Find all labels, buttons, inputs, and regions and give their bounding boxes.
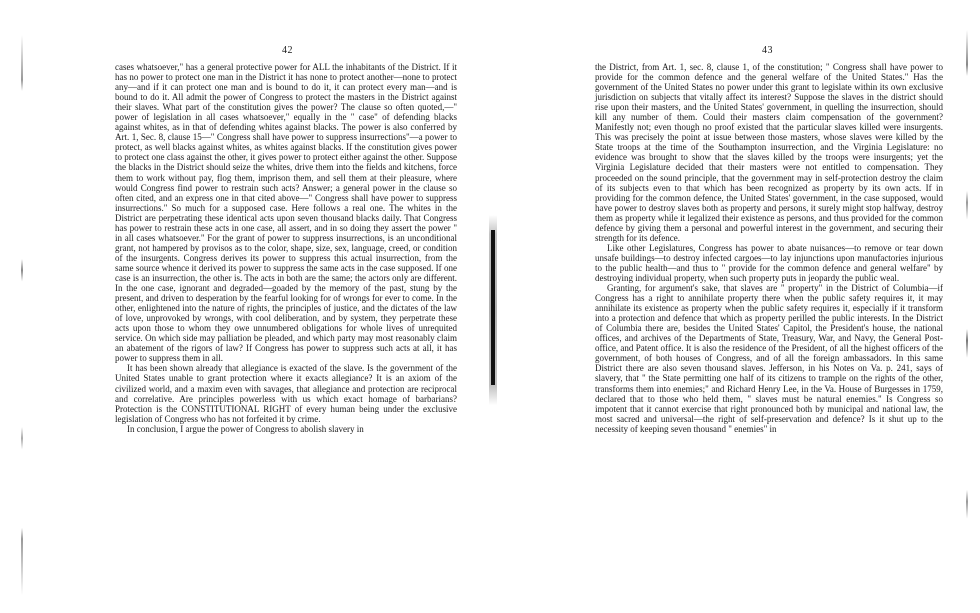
right-paragraph-3: Granting, for argument's sake, that slaves are " property" in the District of Columbia—if Congress has a right to annihilate property there when the public safety requires it, it may annihilate its existence as property when the public safety requires it, especially if it transform into a protection and defence that which as property perilled the public interests. In the District of Columbia there are, besides the United States' Capitol, the President's house, the national offices, and archives of the Departments of State, Treasury, War, and Navy, the General Post-office, and Patent office. It is also the residence of the President, of all the highest officers of the government, of both houses of Congress, and of all the foreign ambassadors. In this same District there are also seven thousand slaves. Jefferson, in his Notes on Va. p. 241, says of slavery, that " the State permitting one half of its citizens to trample on the rights of the other, transforms them into enemies;" and Richard Henry Lee, in the Va. House of Burgesses in 1759, declared that to those who held them, " slaves must be natural enemies." Is Congress so impotent that it cannot exercise that right pronounced both by municipal and national law, the most sacred and universal—the right of self-preservation and defence? Is it shut up to the necessity of keeping seven thousand " enemies" in xyxy=(595,283,943,434)
left-paragraph-2: It has been shown already that allegiance is exacted of the slave. Is the government of the United States unable to grant protection where it exacts allegiance? It is an axiom of the civilized world, and a maxim even with savages, that allegiance and protection are reciprocal and correlative. Are principles powerless with us which exact homage of barbarians? Protection is the CONSTITUTIONAL RIGHT of every human being under the exclusive legislation of Congress who has not forfeited it by crime. xyxy=(115,363,457,424)
left-page-body xyxy=(115,62,457,434)
left-paragraph-3: In conclusion, I argue the power of Congress to abolish slavery in xyxy=(127,423,364,434)
right-paragraph-1: the District, from Art. 1, sec. 8, clause 1, of the constitution; " Congress shall have power to provide for the common defence and the general welfare of the United States." Has the government of the United States no power under this grant to legislate within its own exclusive jurisdiction on subjects that vitally affect its interest? Suppose the slaves in the district should rise upon their masters, and the United States' government, in quelling the insurrection, should kill any number of them. Could their masters claim compensation of the government? Manifestly not; even though no proof existed that the particular slaves killed were insurgents. This was precisely the point at issue between those masters, whose slaves were killed by the State troops at the time of the Southampton insurrection, and the Virginia Legislature: no evidence was brought to show that the slaves killed by the troops were insurgents; yet the Virginia Legislature decided that their masters were not entitled to compensation. They proceeded on the sound principle, that the government may in self-protection destroy the claim of its subjects even to that which has been recognized as property by its own acts. If in providing for the common defence, the United States' government, in the case supposed, would have power to destroy slaves both as property and persons, it surely might stop halfway, destroy them as property while it legalized their existence as persons, and thus provided for the common defence by giving them a personal and powerful interest in the government, and securing their strength for its defence. xyxy=(595,62,943,243)
scan-edge-right xyxy=(966,30,968,605)
page-number-left: 42 xyxy=(282,45,293,56)
right-page xyxy=(490,0,980,613)
page-number-right: 43 xyxy=(762,45,773,56)
right-paragraph-2: Like other Legislatures, Congress has power to abate nuisances—to remove or tear down unsafe buildings—to destroy infected cargoes—to lay injunctions upon manufactories injurious to the public health—and thus to " provide for the common defence and general welfare" by destroying individual property, when such property puts in jeopardy the public weal. xyxy=(595,242,943,283)
left-paragraph-1: cases whatsoever," has a general protective power for ALL the inhabitants of the District. If it has no power to protect one man in the District it has none to protect another—none to protect any—and if it can protect one man and is bound to do it, it can protect every man—and is bound to do it. All admit the power of Congress to protect the masters in the District against their slaves. What part of the constitution gives the power? The clause so often quoted,—" power of legislation in all cases whatsoever," equally in the " case" of defending blacks against whites, as in that of defending whites against blacks. The power is also conferred by Art. 1, Sec. 8, clause 15—" Congress shall have power to suppress insurrections"—a power to protect, as well blacks against whites, as whites against blacks. If the constitution gives power to protect one class against the other, it gives power to protect either against the other. Suppose the blacks in the District should seize the whites, drive them into the fields and kitchens, force them to work without pay, flog them, imprison them, and sell them at their pleasure, where would Congress find power to restrain such acts? Answer; a general power in the clause so often cited, and an express one in that cited above—" Congress shall have power to suppress insurrections." So much for a supposed case. Here follows a real one. The whites in the District are perpetrating these identical acts upon seven thousand blacks daily. That Congress has power to restrain these acts in one case, all assert, and in so doing they assert the power " in all cases whatsoever." For the grant of power to suppress insurrections, is an unconditional grant, not hampered by provisos as to the color, shape, size, sex, language, creed, or condition of the insurgents. Congress derives its power to suppress this actual insurrection, from the same source whence it derived its power to suppress the same acts in the case supposed. If one case is an insurrection, the other is. The acts in both are the same; the actors only are different. In the one case, ignorant and degraded—goaded by the memory of the past, stung by the present, and driven to desperation by the fearful looking for of wrongs for ever to come. In the other, enlightened into the nature of rights, the principles of justice, and the dictates of the law of love, unprovoked by wrongs, with cool deliberation, and by system, they perpetrate these acts upon those to whom they owe unnumbered obligations for whole lives of unrequited service. On which side may palliation be pleaded, and which party may most reasonably claim an abatement of the rigors of law? If Congress has power to suppress such acts at all, it has power to suppress them in all. xyxy=(115,62,457,364)
right-page-body xyxy=(595,62,943,434)
